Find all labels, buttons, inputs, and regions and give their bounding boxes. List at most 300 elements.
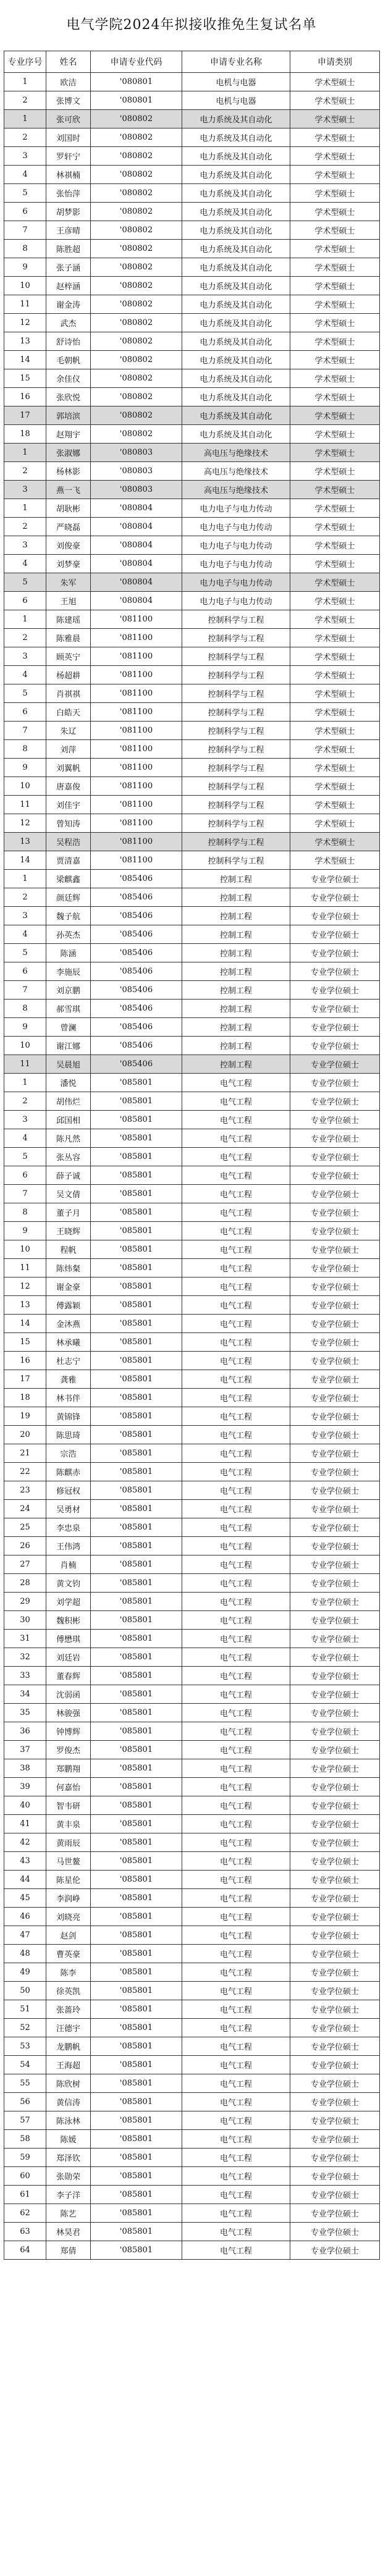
row-major: 电力电子与电力传动 (182, 518, 290, 536)
row-category: 学术型硕士 (290, 240, 380, 258)
row-name: 王晓辉 (46, 1222, 91, 1240)
row-major: 电气工程 (182, 1741, 290, 1759)
row-category: 学术型硕士 (290, 499, 380, 518)
row-code: '080802 (91, 314, 182, 332)
row-code: '085801 (91, 1463, 182, 1481)
table-row (4, 1630, 380, 1648)
table-row (4, 1092, 380, 1111)
row-name: 陈泳林 (46, 2111, 91, 2130)
row-code: '085801 (91, 2000, 182, 2019)
row-category: 专业学位硕士 (290, 1667, 380, 1685)
row-code: '085801 (91, 1333, 182, 1352)
row-code: '081100 (91, 647, 182, 666)
table-row (4, 1945, 380, 1963)
row-name: 张勋荣 (46, 2167, 91, 2186)
table-row (4, 1277, 380, 1296)
row-major: 电气工程 (182, 2019, 290, 2037)
row-major: 电力系统及其自动化 (182, 221, 290, 240)
row-code: '080802 (91, 221, 182, 240)
row-major: 电气工程 (182, 1166, 290, 1185)
row-name: 陈李 (46, 1963, 91, 1982)
row-category: 专业学位硕士 (290, 1555, 380, 1574)
row-name: 张丛容 (46, 1148, 91, 1166)
row-code: '080803 (91, 444, 182, 462)
row-major: 控制科学与工程 (182, 759, 290, 777)
page-title: 电气学院2024年拟接收推免生复试名单 (66, 17, 317, 33)
row-seq: 6 (4, 962, 46, 981)
row-code: '085801 (91, 2167, 182, 2186)
row-seq: 23 (4, 1481, 46, 1500)
header-seq: 专业序号 (4, 51, 46, 73)
header-category: 申请类别 (290, 51, 380, 73)
row-seq: 12 (4, 314, 46, 332)
row-name: 舒诗怡 (46, 332, 91, 351)
row-category: 学术型硕士 (290, 722, 380, 740)
row-code: '085801 (91, 1129, 182, 1148)
row-category: 学术型硕士 (290, 573, 380, 592)
row-major: 电气工程 (182, 2056, 290, 2074)
row-name: 郝雪琪 (46, 1000, 91, 1018)
row-seq: 30 (4, 1611, 46, 1630)
row-category: 专业学位硕士 (290, 2186, 380, 2204)
row-name: 黄锦锋 (46, 1407, 91, 1426)
row-major: 电气工程 (182, 1778, 290, 1796)
row-name: 龚雅 (46, 1370, 91, 1389)
row-name: 陈炜粲 (46, 1259, 91, 1277)
row-name: 刘国时 (46, 128, 91, 147)
row-code: '085801 (91, 1315, 182, 1333)
row-major: 电气工程 (182, 1833, 290, 1852)
row-seq: 11 (4, 295, 46, 314)
row-major: 电力电子与电力传动 (182, 499, 290, 518)
row-major: 电力电子与电力传动 (182, 555, 290, 573)
table-row (4, 1444, 380, 1463)
row-code: '085801 (91, 1444, 182, 1463)
row-code: '080802 (91, 332, 182, 351)
row-category: 学术型硕士 (290, 110, 380, 128)
row-seq: 12 (4, 814, 46, 833)
row-seq: 8 (4, 740, 46, 759)
table-row (4, 1963, 380, 1982)
table-row (4, 1537, 380, 1555)
table-row (4, 462, 380, 481)
row-name: 黄文钧 (46, 1574, 91, 1593)
row-name: 刘廷岩 (46, 1648, 91, 1667)
row-category: 专业学位硕士 (290, 1000, 380, 1018)
row-seq: 16 (4, 1352, 46, 1370)
row-name: 曾知涛 (46, 814, 91, 833)
row-code: '085801 (91, 1833, 182, 1852)
row-category: 学术型硕士 (290, 740, 380, 759)
row-major: 控制科学与工程 (182, 777, 290, 796)
row-name: 刘佳宇 (46, 796, 91, 814)
table-row (4, 647, 380, 666)
row-code: '081100 (91, 796, 182, 814)
row-name: 郭培滨 (46, 406, 91, 425)
row-seq: 17 (4, 406, 46, 425)
row-category: 专业学位硕士 (290, 870, 380, 888)
row-category: 专业学位硕士 (290, 1222, 380, 1240)
row-seq: 15 (4, 1333, 46, 1352)
row-name: 黄信涛 (46, 2093, 91, 2111)
row-seq: 8 (4, 1203, 46, 1222)
row-seq: 10 (4, 277, 46, 295)
row-code: '080802 (91, 128, 182, 147)
row-name: 陈星伦 (46, 1871, 91, 1889)
row-seq: 16 (4, 388, 46, 406)
row-major: 电机与电器 (182, 91, 290, 110)
row-name: 严晓磊 (46, 518, 91, 536)
row-name: 刘京鹏 (46, 981, 91, 1000)
row-code: '085801 (91, 2186, 182, 2204)
row-major: 电气工程 (182, 1500, 290, 1518)
row-major: 电气工程 (182, 1704, 290, 1722)
row-name: 黄雨辰 (46, 1833, 91, 1852)
row-major: 电气工程 (182, 2037, 290, 2056)
row-name: 陈胜超 (46, 240, 91, 258)
row-major: 电力电子与电力传动 (182, 592, 290, 610)
row-code: '085801 (91, 2130, 182, 2149)
row-name: 刘翼帆 (46, 759, 91, 777)
table-row (4, 814, 380, 833)
table-row (4, 295, 380, 314)
row-category: 专业学位硕士 (290, 2019, 380, 2037)
row-seq: 4 (4, 666, 46, 684)
row-code: '085801 (91, 1481, 182, 1500)
row-name: 吴程浩 (46, 833, 91, 851)
row-category: 专业学位硕士 (290, 1018, 380, 1037)
row-category: 专业学位硕士 (290, 1685, 380, 1704)
row-category: 专业学位硕士 (290, 1055, 380, 1074)
row-major: 电力系统及其自动化 (182, 203, 290, 221)
table-row (4, 1185, 380, 1203)
table-row (4, 1871, 380, 1889)
row-seq: 8 (4, 240, 46, 258)
row-code: '085801 (91, 2149, 182, 2167)
row-code: '085801 (91, 2093, 182, 2111)
row-code: '085801 (91, 1796, 182, 1815)
row-name: 胡耿彬 (46, 499, 91, 518)
row-seq: 3 (4, 536, 46, 555)
table-row (4, 1389, 380, 1407)
row-major: 控制科学与工程 (182, 703, 290, 722)
row-category: 学术型硕士 (290, 351, 380, 369)
row-code: '080802 (91, 369, 182, 388)
row-category: 专业学位硕士 (290, 1982, 380, 2000)
row-seq: 17 (4, 1370, 46, 1389)
row-name: 陈欣树 (46, 2074, 91, 2093)
row-name: 李子洋 (46, 2186, 91, 2204)
row-major: 电气工程 (182, 1203, 290, 1222)
row-code: '080804 (91, 536, 182, 555)
row-category: 专业学位硕士 (290, 1166, 380, 1185)
row-name: 董春辉 (46, 1667, 91, 1685)
row-seq: 1 (4, 870, 46, 888)
row-seq: 2 (4, 888, 46, 907)
row-seq: 3 (4, 1111, 46, 1129)
row-name: 赵梓涵 (46, 277, 91, 295)
table-row (4, 1055, 380, 1074)
row-name: 邱国相 (46, 1111, 91, 1129)
row-category: 专业学位硕士 (290, 2130, 380, 2149)
row-name: 林骏强 (46, 1704, 91, 1722)
row-name: 陈麒赤 (46, 1463, 91, 1481)
row-code: '080802 (91, 351, 182, 369)
table-row (4, 1982, 380, 2000)
row-seq: 32 (4, 1648, 46, 1667)
row-category: 专业学位硕士 (290, 2167, 380, 2186)
row-code: '085406 (91, 1018, 182, 1037)
row-name: 张蔷玲 (46, 2000, 91, 2019)
row-seq: 10 (4, 1240, 46, 1259)
row-name: 程帆 (46, 1240, 91, 1259)
row-major: 电力系统及其自动化 (182, 258, 290, 277)
row-category: 专业学位硕士 (290, 925, 380, 944)
table-row (4, 1166, 380, 1185)
table-row (4, 425, 380, 444)
row-major: 电气工程 (182, 1908, 290, 1926)
row-major: 控制科学与工程 (182, 666, 290, 684)
row-name: 白皓天 (46, 703, 91, 722)
row-seq: 53 (4, 2037, 46, 2056)
row-code: '081100 (91, 722, 182, 740)
row-major: 电气工程 (182, 1222, 290, 1240)
row-name: 燕一飞 (46, 481, 91, 499)
row-name: 李润峥 (46, 1889, 91, 1908)
row-seq: 6 (4, 592, 46, 610)
row-code: '080802 (91, 184, 182, 203)
row-major: 电气工程 (182, 1889, 290, 1908)
row-category: 专业学位硕士 (290, 981, 380, 1000)
table-row (4, 1018, 380, 1037)
row-name: 黄丰泉 (46, 1815, 91, 1833)
row-seq: 59 (4, 2149, 46, 2167)
row-code: '080804 (91, 592, 182, 610)
row-seq: 27 (4, 1555, 46, 1574)
row-name: 陈凡然 (46, 1129, 91, 1148)
row-seq: 63 (4, 2223, 46, 2241)
row-seq: 8 (4, 1000, 46, 1018)
row-name: 孙英杰 (46, 925, 91, 944)
table-row (4, 2204, 380, 2223)
row-code: '080802 (91, 203, 182, 221)
table-row (4, 1685, 380, 1704)
row-category: 专业学位硕士 (290, 1370, 380, 1389)
row-seq: 24 (4, 1500, 46, 1518)
row-seq: 7 (4, 981, 46, 1000)
row-code: '085801 (91, 1593, 182, 1611)
row-code: '085801 (91, 1277, 182, 1296)
row-seq: 60 (4, 2167, 46, 2186)
row-major: 电气工程 (182, 2111, 290, 2130)
table-row (4, 258, 380, 277)
row-category: 学术型硕士 (290, 73, 380, 91)
table-header-row (4, 51, 380, 73)
row-code: '085406 (91, 925, 182, 944)
row-category: 学术型硕士 (290, 592, 380, 610)
table-row (4, 369, 380, 388)
row-major: 电气工程 (182, 1259, 290, 1277)
row-major: 电气工程 (182, 1407, 290, 1426)
row-code: '081100 (91, 814, 182, 833)
row-category: 学术型硕士 (290, 759, 380, 777)
row-code: '081100 (91, 666, 182, 684)
row-seq: 46 (4, 1908, 46, 1926)
row-major: 电力系统及其自动化 (182, 110, 290, 128)
row-seq: 14 (4, 351, 46, 369)
row-category: 学术型硕士 (290, 221, 380, 240)
row-category: 专业学位硕士 (290, 1277, 380, 1296)
row-code: '085406 (91, 1000, 182, 1018)
table-row (4, 555, 380, 573)
row-name: 杜志宁 (46, 1352, 91, 1370)
row-major: 电力电子与电力传动 (182, 536, 290, 555)
table-row (4, 332, 380, 351)
row-major: 电气工程 (182, 2074, 290, 2093)
row-name: 陈涵 (46, 944, 91, 962)
row-major: 电气工程 (182, 1815, 290, 1833)
row-major: 电气工程 (182, 2186, 290, 2204)
row-category: 专业学位硕士 (290, 962, 380, 981)
row-category: 专业学位硕士 (290, 2093, 380, 2111)
row-seq: 37 (4, 1741, 46, 1759)
row-name: 曾澜 (46, 1018, 91, 1037)
table-row (4, 1648, 380, 1667)
row-name: 李施辰 (46, 962, 91, 981)
row-major: 电气工程 (182, 1111, 290, 1129)
table-row (4, 406, 380, 425)
row-seq: 20 (4, 1426, 46, 1444)
row-seq: 4 (4, 555, 46, 573)
row-seq: 9 (4, 1018, 46, 1037)
row-major: 高电压与绝缘技术 (182, 444, 290, 462)
row-major: 控制工程 (182, 1055, 290, 1074)
row-category: 学术型硕士 (290, 369, 380, 388)
row-major: 电气工程 (182, 1092, 290, 1111)
row-category: 专业学位硕士 (290, 1352, 380, 1370)
row-category: 学术型硕士 (290, 462, 380, 481)
row-seq: 5 (4, 684, 46, 703)
row-name: 杨超耕 (46, 666, 91, 684)
row-code: '085801 (91, 2056, 182, 2074)
table-row (4, 1574, 380, 1593)
table-row (4, 388, 380, 406)
row-major: 电力系统及其自动化 (182, 314, 290, 332)
table-row (4, 2074, 380, 2093)
row-code: '085801 (91, 1389, 182, 1407)
row-seq: 1 (4, 444, 46, 462)
row-category: 专业学位硕士 (290, 1148, 380, 1166)
row-seq: 52 (4, 2019, 46, 2037)
row-code: '085801 (91, 1352, 182, 1370)
row-name: 钟博辉 (46, 1722, 91, 1741)
row-major: 电气工程 (182, 1593, 290, 1611)
row-name: 胡梦影 (46, 203, 91, 221)
row-major: 电气工程 (182, 1481, 290, 1500)
row-category: 专业学位硕士 (290, 1240, 380, 1259)
row-category: 专业学位硕士 (290, 1852, 380, 1871)
table-row (4, 2223, 380, 2241)
table-row (4, 277, 380, 295)
row-category: 专业学位硕士 (290, 1741, 380, 1759)
row-major: 电气工程 (182, 1537, 290, 1555)
row-category: 专业学位硕士 (290, 1463, 380, 1481)
row-name: 汪德宇 (46, 2019, 91, 2037)
row-category: 专业学位硕士 (290, 1296, 380, 1315)
row-seq: 4 (4, 166, 46, 184)
row-seq: 15 (4, 369, 46, 388)
row-code: '080802 (91, 277, 182, 295)
row-seq: 6 (4, 203, 46, 221)
table-row (4, 666, 380, 684)
row-major: 电气工程 (182, 1796, 290, 1815)
row-code: '085801 (91, 1982, 182, 2000)
row-seq: 35 (4, 1704, 46, 1722)
row-category: 专业学位硕士 (290, 1963, 380, 1982)
row-major: 电力系统及其自动化 (182, 240, 290, 258)
row-major: 电气工程 (182, 2000, 290, 2019)
row-seq: 3 (4, 907, 46, 925)
row-major: 控制工程 (182, 1018, 290, 1037)
row-code: '085801 (91, 1778, 182, 1796)
row-name: 马世鳌 (46, 1852, 91, 1871)
row-code: '085801 (91, 1704, 182, 1722)
row-major: 电机与电器 (182, 73, 290, 91)
table-row (4, 1074, 380, 1092)
row-category: 学术型硕士 (290, 203, 380, 221)
row-seq: 5 (4, 184, 46, 203)
row-name: 颜廷辉 (46, 888, 91, 907)
table-row (4, 1759, 380, 1778)
row-category: 学术型硕士 (290, 314, 380, 332)
table-row (4, 240, 380, 258)
row-code: '085406 (91, 888, 182, 907)
row-major: 电气工程 (182, 2241, 290, 2260)
row-category: 专业学位硕士 (290, 1315, 380, 1333)
row-name: 吴晨旭 (46, 1055, 91, 1074)
row-code: '085801 (91, 1185, 182, 1203)
row-code: '085801 (91, 1741, 182, 1759)
row-seq: 2 (4, 128, 46, 147)
row-seq: 22 (4, 1463, 46, 1481)
row-code: '081100 (91, 610, 182, 629)
row-major: 控制工程 (182, 925, 290, 944)
row-seq: 49 (4, 1963, 46, 1982)
row-seq: 11 (4, 1055, 46, 1074)
row-code: '085406 (91, 907, 182, 925)
row-major: 电气工程 (182, 1648, 290, 1667)
row-category: 学术型硕士 (290, 128, 380, 147)
row-code: '080802 (91, 388, 182, 406)
row-code: '080802 (91, 406, 182, 425)
row-category: 学术型硕士 (290, 166, 380, 184)
table-row (4, 1222, 380, 1240)
row-major: 电气工程 (182, 2149, 290, 2167)
row-code: '085406 (91, 981, 182, 1000)
table-row (4, 2093, 380, 2111)
row-category: 学术型硕士 (290, 833, 380, 851)
row-seq: 9 (4, 1222, 46, 1240)
table-row (4, 481, 380, 499)
table-row (4, 2037, 380, 2056)
table-row (4, 444, 380, 462)
row-seq: 2 (4, 629, 46, 647)
row-major: 电力系统及其自动化 (182, 295, 290, 314)
row-category: 专业学位硕士 (290, 2037, 380, 2056)
table-row (4, 1481, 380, 1500)
row-name: 魏积彬 (46, 1611, 91, 1630)
row-major: 电气工程 (182, 1667, 290, 1685)
